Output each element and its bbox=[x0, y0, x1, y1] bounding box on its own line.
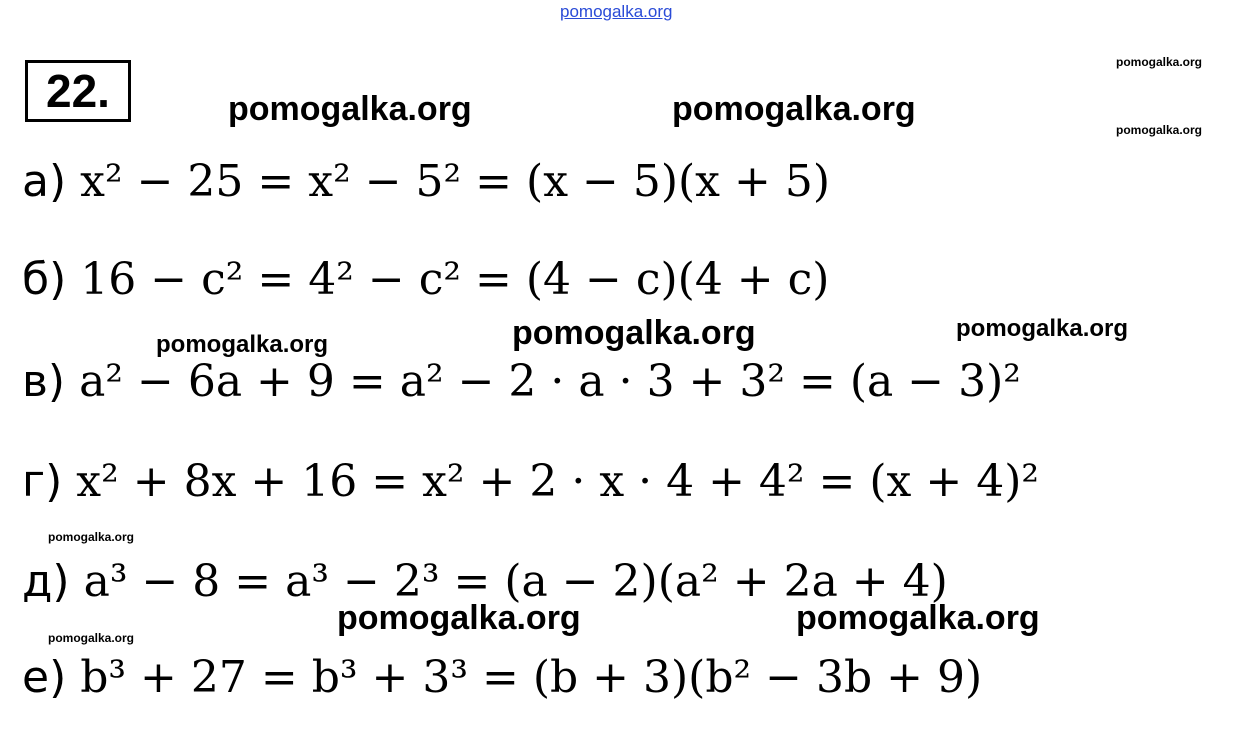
watermark-mid-right: pomogalka.org bbox=[956, 315, 1129, 342]
equation-math: 16 − c² = 4² − c² = (4 − c)(4 + c) bbox=[80, 254, 830, 305]
equation-math: b³ + 27 = b³ + 3³ = (b + 3)(b² − 3b + 9) bbox=[80, 652, 983, 703]
equation-label: а) bbox=[22, 156, 67, 207]
equation-row-a bbox=[22, 156, 830, 207]
watermark-left-2: pomogalka.org bbox=[48, 631, 135, 645]
watermark-low-center: pomogalka.org bbox=[337, 599, 581, 637]
equation-math: a² − 6a + 9 = a² − 2 · a · 3 + 3² = (a − 3)² bbox=[79, 356, 1021, 407]
watermark-right-top-1: pomogalka.org bbox=[1116, 55, 1203, 69]
exercise-number: 22. bbox=[25, 60, 131, 122]
equation-row-g bbox=[22, 456, 1040, 507]
watermark-low-right: pomogalka.org bbox=[796, 599, 1040, 637]
watermark-header-1: pomogalka.org bbox=[228, 90, 472, 128]
equation-label: б) bbox=[22, 254, 67, 305]
equation-math: x² − 25 = x² − 5² = (x − 5)(x + 5) bbox=[80, 156, 830, 207]
equation-row-d bbox=[22, 556, 948, 607]
watermark-left-1: pomogalka.org bbox=[48, 530, 135, 544]
equation-label: в) bbox=[22, 356, 66, 407]
equation-row-b bbox=[22, 254, 830, 305]
equation-math: x² + 8x + 16 = x² + 2 · x · 4 + 4² = (x + 4)² bbox=[76, 456, 1040, 507]
watermark-right-top-2: pomogalka.org bbox=[1116, 123, 1203, 137]
equation-label: е) bbox=[22, 652, 67, 703]
equation-label: г) bbox=[22, 456, 63, 507]
watermark-mid-center: pomogalka.org bbox=[512, 314, 756, 352]
equation-row-v bbox=[22, 356, 1021, 407]
watermark-mid-left: pomogalka.org bbox=[156, 331, 329, 358]
equation-label: д) bbox=[22, 556, 70, 607]
watermark-top[interactable]: pomogalka.org bbox=[560, 2, 673, 21]
watermark-header-2: pomogalka.org bbox=[672, 90, 916, 128]
equation-row-e bbox=[22, 652, 983, 703]
equation-math: a³ − 8 = a³ − 2³ = (a − 2)(a² + 2a + 4) bbox=[83, 556, 948, 607]
